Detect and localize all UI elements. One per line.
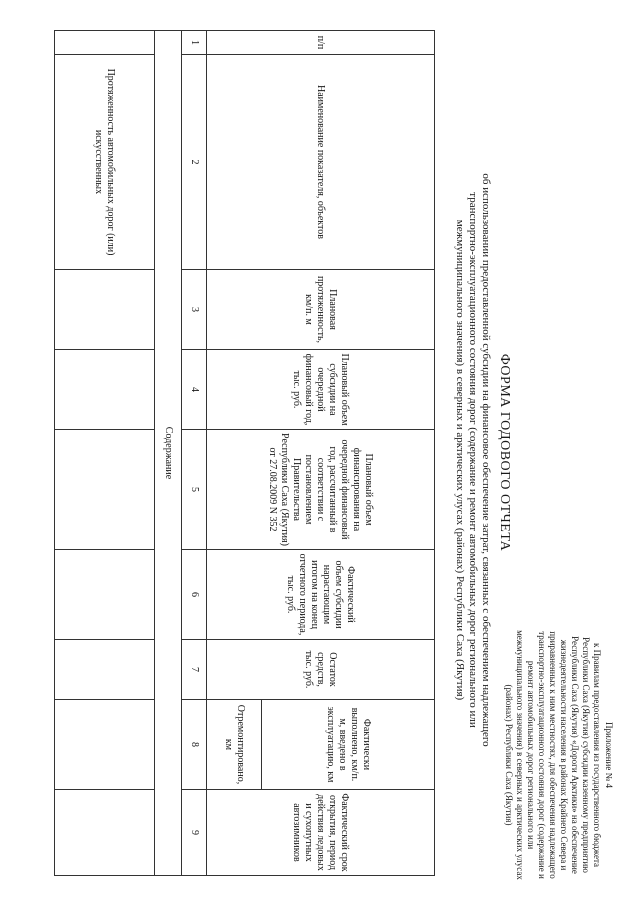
table-cell: [55, 700, 155, 790]
table-cell: [55, 270, 155, 350]
header-actual-period: Фактический срок открытия, период действия ледовых и сухопутных автозимников: [207, 790, 435, 876]
table-cell: [55, 790, 155, 876]
table-cell: [55, 31, 155, 55]
header-repaired: Отремонтировано, км: [207, 700, 262, 790]
table-header-row: [262, 31, 435, 876]
table-cell: [55, 430, 155, 550]
column-number: 3: [182, 270, 207, 350]
header-number: п/п: [207, 31, 435, 55]
column-number: 9: [182, 790, 207, 876]
header-planned-subsidy: Плановый объем субсидии на очередной финансовый год, тыс. руб.: [207, 350, 435, 430]
column-number: 5: [182, 430, 207, 550]
table-row: [55, 31, 155, 876]
header-actual-subsidy: Фактический объем субсидии нарастающим итогом на конец отчетного периода, тыс. руб.: [207, 550, 435, 640]
section-row: [155, 31, 182, 876]
appendix-block: [503, 630, 614, 880]
form-title: ФОРМА ГОДОВОГО ОТЧЕТА: [497, 353, 512, 552]
column-number-row: [182, 31, 207, 876]
column-number: 1: [182, 31, 207, 55]
table-cell: [55, 640, 155, 700]
column-number: 4: [182, 350, 207, 430]
header-actually-completed: Фактически выполнено, км/п. м, введено в эксплуатацию, км: [262, 700, 435, 790]
appendix-text: к Правилам предоставления из государственного бюджета Республики Саха (Якутия) субсидии казенному предприятию Республики Саха (Якутия) «Дороги Арктики» на обеспечение жизнедеятельности населения в районах Крайнего Севера и приравненных к ним местностях, для обеспечения надлежащего транспортно-эксплуатационного состояния дорог (содержание и ремонт автомобильных дорог регионального или межмуниципального значения) в северных и арктических улусах (районах) Республики Саха (Якутия): [504, 630, 602, 880]
row-label: Протяженность автомобильных дорог (или) искусственных: [55, 55, 155, 270]
appendix-title: Приложение № 4: [604, 722, 614, 788]
header-planned-financing: Плановый объем финансирования на очередной финансовый год, рассчитанный в соответствии с постановлением Правительства Республики Саха (Якутия) от 27.08.2009 N 352: [207, 430, 435, 550]
report-table: [54, 30, 435, 876]
column-number: 8: [182, 700, 207, 790]
header-name: Наименование показателя, объектов: [207, 55, 435, 270]
column-number: 7: [182, 640, 207, 700]
form-subtitle: об использовании предоставленной субсидии на финансовое обеспечение затрат, связанных с обеспечением надлежащего транспортно-эксплуатационного состояния дорог (содержание и ремонт автомобильных дорог регионального или межмуниципального значения) в северных и арктических улусах (районах) Республики Саха (Якутия): [454, 173, 492, 747]
table-cell: [55, 550, 155, 640]
column-number: 6: [182, 550, 207, 640]
column-number: 2: [182, 55, 207, 270]
table-cell: [55, 350, 155, 430]
header-planned-length: Плановая протяженность, км/п. м: [207, 270, 435, 350]
section-title: Содержание: [155, 31, 182, 876]
header-remaining-funds: Остаток средств, тыс. руб.: [207, 640, 435, 700]
